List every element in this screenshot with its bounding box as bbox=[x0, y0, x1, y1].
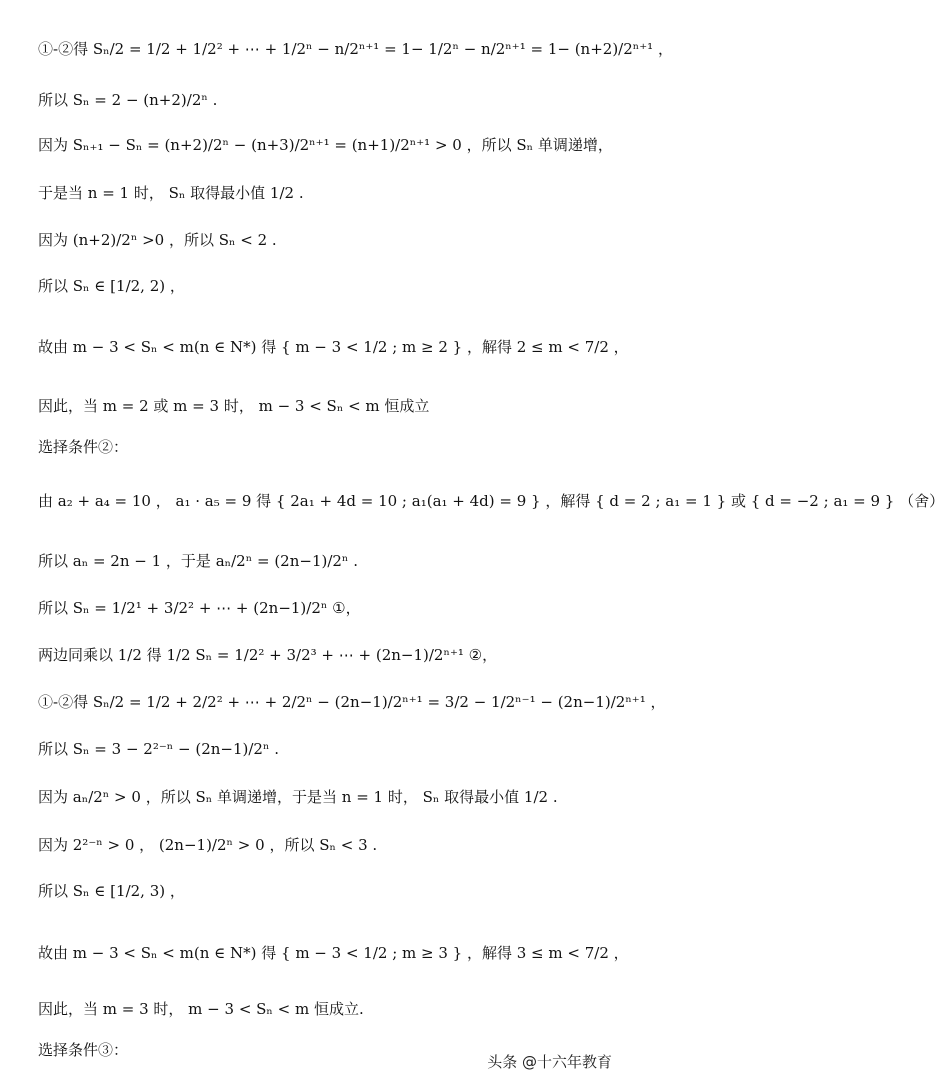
watermark: 头条 @十六年教育 bbox=[487, 1053, 612, 1071]
text-line-20: 因此，当 m = 3 时， m − 3 < Sₙ < m 恒成立. bbox=[38, 999, 364, 1018]
text-line-17: 因为 2²⁻ⁿ > 0 ， (2n−1)/2ⁿ > 0 ，所以 Sₙ < 3 . bbox=[38, 835, 378, 854]
text-line-10: 由 a₂ + a₄ = 10 ， a₁ · a₅ = 9 得 { 2a₁ + 4d = 10 ; a₁(a₁ + 4d) = 9 } ，解得 { d = 2 ; a₁ = 1 } 或 { d = −2 ; a₁ = 9 } （舍） bbox=[38, 491, 944, 510]
text-line-15: 所以 Sₙ = 3 − 2²⁻ⁿ − (2n−1)/2ⁿ . bbox=[38, 739, 279, 758]
text-line-18: 所以 Sₙ ∈ [1/2, 3) ， bbox=[38, 881, 185, 900]
text-line-11: 所以 aₙ = 2n − 1 ，于是 aₙ/2ⁿ = (2n−1)/2ⁿ . bbox=[38, 551, 358, 570]
text-line-16: 因为 aₙ/2ⁿ > 0 ，所以 Sₙ 单调递增，于是当 n = 1 时， Sₙ 取得最小值 1/2 . bbox=[38, 787, 558, 806]
text-line-14: ①-②得 Sₙ/2 = 1/2 + 2/2² + ⋯ + 2/2ⁿ − (2n−1)/2ⁿ⁺¹ = 3/2 − 1/2ⁿ⁻¹ − (2n−1)/2ⁿ⁺¹ ， bbox=[38, 692, 666, 711]
text-line-12: 所以 Sₙ = 1/2¹ + 3/2² + ⋯ + (2n−1)/2ⁿ ①， bbox=[38, 598, 361, 617]
text-line-4: 于是当 n = 1 时， Sₙ 取得最小值 1/2 . bbox=[38, 183, 304, 202]
text-line-21: 选择条件③： bbox=[38, 1040, 129, 1059]
text-line-13: 两边同乘以 1/2 得 1/2 Sₙ = 1/2² + 3/2³ + ⋯ + (2n−1)/2ⁿ⁺¹ ②， bbox=[38, 645, 498, 664]
text-line-6: 所以 Sₙ ∈ [1/2, 2) ， bbox=[38, 276, 185, 295]
text-line-2: 所以 Sₙ = 2 − (n+2)/2ⁿ . bbox=[38, 90, 218, 109]
text-line-1: ①-②得 Sₙ/2 = 1/2 + 1/2² + ⋯ + 1/2ⁿ − n/2ⁿ⁺¹ = 1− 1/2ⁿ − n/2ⁿ⁺¹ = 1− (n+2)/2ⁿ⁺¹ ， bbox=[38, 39, 673, 58]
text-line-5: 因为 (n+2)/2ⁿ >0 ，所以 Sₙ < 2 . bbox=[38, 230, 277, 249]
text-line-9: 选择条件②： bbox=[38, 437, 129, 456]
text-line-8: 因此，当 m = 2 或 m = 3 时， m − 3 < Sₙ < m 恒成立 bbox=[38, 396, 430, 415]
text-line-3: 因为 Sₙ₊₁ − Sₙ = (n+2)/2ⁿ − (n+3)/2ⁿ⁺¹ = (n+1)/2ⁿ⁺¹ > 0 ，所以 Sₙ 单调递增， bbox=[38, 135, 613, 154]
text-line-19: 故由 m − 3 < Sₙ < m(n ∈ N*) 得 { m − 3 < 1/2 ; m ≥ 3 } ，解得 3 ≤ m < 7/2 ， bbox=[38, 943, 629, 962]
text-line-7: 故由 m − 3 < Sₙ < m(n ∈ N*) 得 { m − 3 < 1/2 ; m ≥ 2 } ，解得 2 ≤ m < 7/2 ， bbox=[38, 337, 629, 356]
